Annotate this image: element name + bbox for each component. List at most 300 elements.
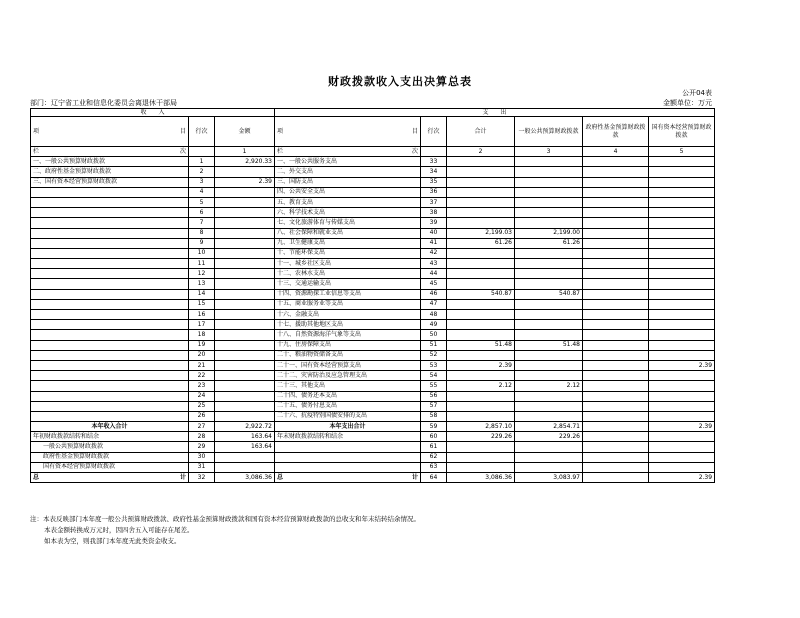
cell-cap: [649, 238, 715, 248]
cell-in-amt: [215, 269, 275, 279]
cell-gen: [515, 452, 583, 462]
cell-total: 540.87: [447, 289, 515, 299]
cell-in-item: 一、一般公共预算财政拨款: [31, 157, 189, 167]
cell-cap: [649, 187, 715, 197]
cell-cap: [649, 279, 715, 289]
cell-cap: [649, 432, 715, 442]
table-row: [31, 452, 715, 462]
cell-ex-item: [275, 462, 421, 472]
cell-ex-item: 三、国防支出: [275, 177, 421, 187]
cell-ex-line: 33: [421, 157, 447, 167]
cell-ex-line: 34: [421, 167, 447, 177]
table-row: [31, 330, 715, 340]
cell-in-amt: [215, 248, 275, 258]
cell-in-line: 25: [189, 401, 215, 411]
cell-in-line: 5: [189, 197, 215, 207]
cell-ex-item: 年末财政拨款结转和结余: [275, 432, 421, 442]
cell-in-line: 18: [189, 330, 215, 340]
cell-in-line: 1: [189, 157, 215, 167]
cell-in-line: 27: [189, 422, 215, 432]
cell-gen: [515, 259, 583, 269]
cell-cap: [649, 320, 715, 330]
cell-cap: [649, 299, 715, 309]
cell-in-item: [31, 340, 189, 350]
cell-total: 61.26: [447, 238, 515, 248]
cell-ex-line: 45: [421, 279, 447, 289]
cell-in-amt: [215, 187, 275, 197]
cell-total: [447, 462, 515, 472]
cell-gen: [515, 177, 583, 187]
table-row: [31, 310, 715, 320]
table-row: [31, 208, 715, 218]
cell-ex-item: 十七、援助其他地区支出: [275, 320, 421, 330]
table-row: [31, 432, 715, 442]
cell-cap: [649, 259, 715, 269]
cell-in-item: [31, 411, 189, 421]
cell-ex-item: 二十、粮油物资储备支出: [275, 350, 421, 360]
finance-report-table: [30, 108, 715, 483]
cell-ex-line: 49: [421, 320, 447, 330]
cell-ex-line: 53: [421, 360, 447, 370]
cell-total: 229.26: [447, 432, 515, 442]
lan-ci-label: 栏 次: [275, 147, 421, 157]
cell-in-item: [31, 269, 189, 279]
cell-ex-item: [275, 452, 421, 462]
cell-gen: 540.87: [515, 289, 583, 299]
cell-ex-line: 43: [421, 259, 447, 269]
cell-in-item: 国有资本经营预算财政拨款: [31, 462, 189, 472]
cell-in-item: [31, 401, 189, 411]
cell-gen: [515, 371, 583, 381]
cell-fund: [583, 340, 649, 350]
table-row: [31, 269, 715, 279]
cell-in-amt: [215, 330, 275, 340]
cell-ex-item: 十四、资源勘探工业信息等支出: [275, 289, 421, 299]
cell-in-item: [31, 310, 189, 320]
cell-cap: [649, 177, 715, 187]
cell-cap: [649, 197, 715, 207]
expense-item-header: 项 目: [275, 117, 421, 147]
cell-in-amt: [215, 360, 275, 370]
table-row: [31, 350, 715, 360]
cell-gen: [515, 462, 583, 472]
cell-cap: [649, 208, 715, 218]
cell-cap: [649, 452, 715, 462]
cell-in-amt: [215, 289, 275, 299]
grand-total-cell: 3,086.36: [447, 473, 515, 483]
table-row: [31, 422, 715, 432]
cell-gen: [515, 157, 583, 167]
cell-in-amt: [215, 167, 275, 177]
cell-in-line: 8: [189, 228, 215, 238]
cell-gen: [515, 442, 583, 452]
cell-total: [447, 187, 515, 197]
cell-ex-item: 十六、金融支出: [275, 310, 421, 320]
cell-cap: [649, 330, 715, 340]
cell-fund: [583, 279, 649, 289]
cell-fund: [583, 320, 649, 330]
col-number-1: 1: [215, 147, 275, 157]
cell-ex-item: 四、公共安全支出: [275, 187, 421, 197]
cell-in-item: 政府性基金预算财政拨款: [31, 452, 189, 462]
cell-total: 2.39: [447, 360, 515, 370]
col-number-5: 5: [649, 147, 715, 157]
cell-gen: 51.48: [515, 340, 583, 350]
cell-cap: [649, 462, 715, 472]
cell-in-line: 21: [189, 360, 215, 370]
cell-fund: [583, 310, 649, 320]
cell-total: [447, 259, 515, 269]
table-row: [31, 218, 715, 228]
cell-in-amt: [215, 279, 275, 289]
grand-total-cell: 3,086.36: [215, 473, 275, 483]
grand-total-cell: 2.39: [649, 473, 715, 483]
cell-in-item: 一般公共预算财政拨款: [31, 442, 189, 452]
cell-ex-item: 本年支出合计: [275, 422, 421, 432]
expense-header: 支 出: [275, 109, 715, 117]
cell-fund: [583, 269, 649, 279]
cell-ex-line: 59: [421, 422, 447, 432]
cell-fund: [583, 391, 649, 401]
cell-ex-line: 61: [421, 442, 447, 452]
cell-in-line: 29: [189, 442, 215, 452]
cell-gen: [515, 197, 583, 207]
cell-gen: [515, 269, 583, 279]
cell-ex-item: 五、教育支出: [275, 197, 421, 207]
cell-total: [447, 391, 515, 401]
cell-fund: [583, 411, 649, 421]
cell-fund: [583, 259, 649, 269]
cell-in-line: 7: [189, 218, 215, 228]
table-row: [31, 167, 715, 177]
cell-ex-item: 十二、农林水支出: [275, 269, 421, 279]
cell-ex-item: 十九、住房保障支出: [275, 340, 421, 350]
cell-total: [447, 269, 515, 279]
cell-in-item: [31, 259, 189, 269]
note-line: 如本表为空，则我部门本年度无此类资金收支。: [44, 537, 181, 545]
cell-ex-line: 36: [421, 187, 447, 197]
cell-fund: [583, 187, 649, 197]
cell-ex-item: 一、一般公共服务支出: [275, 157, 421, 167]
cell-in-item: [31, 330, 189, 340]
cell-ex-item: 十三、交通运输支出: [275, 279, 421, 289]
grand-total-cell: 64: [421, 473, 447, 483]
cell-ex-item: 二十四、债务还本支出: [275, 391, 421, 401]
col-number-3: 3: [515, 147, 583, 157]
cell-total: [447, 411, 515, 421]
cell-fund: [583, 248, 649, 258]
cell-in-amt: [215, 381, 275, 391]
cell-total: [447, 320, 515, 330]
cell-fund: [583, 432, 649, 442]
table-row: [31, 197, 715, 207]
cell-gen: [515, 330, 583, 340]
income-header: 收 入: [31, 109, 275, 117]
header-row-columns: [31, 117, 715, 147]
cell-gen: [515, 187, 583, 197]
cell-ex-item: 二十六、抗疫特别国债安排的支出: [275, 411, 421, 421]
cell-in-amt: [215, 218, 275, 228]
cell-in-line: 17: [189, 320, 215, 330]
cell-gen: 2,199.00: [515, 228, 583, 238]
table-row: [31, 289, 715, 299]
cell-in-line: 11: [189, 259, 215, 269]
cell-ex-line: 52: [421, 350, 447, 360]
cell-ex-line: 42: [421, 248, 447, 258]
table-row: [31, 340, 715, 350]
cell-in-item: [31, 248, 189, 258]
cell-in-amt: [215, 411, 275, 421]
cell-gen: 229.26: [515, 432, 583, 442]
grand-total-label: 总 计: [275, 473, 421, 483]
cell-fund: [583, 371, 649, 381]
table-row: [31, 462, 715, 472]
cell-total: [447, 401, 515, 411]
cell-fund: [583, 381, 649, 391]
table-row: [31, 411, 715, 421]
table-row: [31, 248, 715, 258]
cell-in-amt: [215, 391, 275, 401]
cell-ex-line: 40: [421, 228, 447, 238]
cell-total: [447, 177, 515, 187]
cell-ex-line: 44: [421, 269, 447, 279]
cell-in-line: 12: [189, 269, 215, 279]
cell-cap: [649, 228, 715, 238]
cell-in-item: [31, 228, 189, 238]
cell-in-line: 3: [189, 177, 215, 187]
cell-gen: [515, 360, 583, 370]
cell-cap: [649, 167, 715, 177]
table-row: [31, 371, 715, 381]
cell-fund: [583, 330, 649, 340]
cell-gen: [515, 401, 583, 411]
cell-gen: [515, 310, 583, 320]
table-row: [31, 381, 715, 391]
cell-in-line: 24: [189, 391, 215, 401]
grand-total-cell: [583, 473, 649, 483]
cell-in-amt: [215, 462, 275, 472]
cell-ex-line: 60: [421, 432, 447, 442]
cell-cap: [649, 411, 715, 421]
cell-cap: 2.39: [649, 422, 715, 432]
cell-total: [447, 167, 515, 177]
cell-total: [447, 279, 515, 289]
lan-ci-label: 栏 次: [31, 147, 189, 157]
income-amount-header: 金额: [215, 117, 275, 147]
cell-total: [447, 208, 515, 218]
state-capital-header: 国有资本经营预算财政拨款: [649, 117, 715, 147]
cell-gen: [515, 248, 583, 258]
cell-fund: [583, 462, 649, 472]
cell-gen: 2,854.71: [515, 422, 583, 432]
table-row: [31, 187, 715, 197]
cell-in-item: [31, 238, 189, 248]
cell-total: [447, 330, 515, 340]
cell-in-amt: [215, 259, 275, 269]
column-number-row: [31, 147, 715, 157]
cell-ex-line: 56: [421, 391, 447, 401]
table-row: [31, 360, 715, 370]
fund-budget-header: 政府性基金预算财政拨款: [583, 117, 649, 147]
cell-cap: [649, 442, 715, 452]
cell-gen: [515, 391, 583, 401]
cell-fund: [583, 422, 649, 432]
table-row: [31, 442, 715, 452]
cell-fund: [583, 157, 649, 167]
cell-in-amt: [215, 238, 275, 248]
cell-total: 2.12: [447, 381, 515, 391]
cell-ex-line: 55: [421, 381, 447, 391]
cell-in-amt: [215, 350, 275, 360]
cell-in-line: 31: [189, 462, 215, 472]
cell-ex-line: 51: [421, 340, 447, 350]
cell-fund: [583, 299, 649, 309]
cell-total: [447, 197, 515, 207]
cell-cap: [649, 350, 715, 360]
table-row: [31, 401, 715, 411]
cell-fund: [583, 228, 649, 238]
cell-total: 2,199.03: [447, 228, 515, 238]
cell-cap: [649, 157, 715, 167]
report-title: 财政拨款收入支出决算总表: [328, 75, 472, 88]
cell-total: [447, 299, 515, 309]
cell-fund: [583, 208, 649, 218]
cell-in-amt: 2,922.72: [215, 422, 275, 432]
cell-ex-line: 62: [421, 452, 447, 462]
cell-ex-line: 57: [421, 401, 447, 411]
cell-total: [447, 371, 515, 381]
cell-in-amt: [215, 340, 275, 350]
cell-in-line: 16: [189, 310, 215, 320]
cell-in-amt: [215, 299, 275, 309]
cell-in-item: [31, 289, 189, 299]
cell-ex-line: 41: [421, 238, 447, 248]
header-row-sections: [31, 109, 715, 117]
cell-cap: [649, 401, 715, 411]
cell-in-amt: [215, 228, 275, 238]
cell-ex-item: 二、外交支出: [275, 167, 421, 177]
cell-cap: [649, 310, 715, 320]
cell-gen: [515, 167, 583, 177]
cell-gen: [515, 208, 583, 218]
cell-total: [447, 248, 515, 258]
table-row: [31, 228, 715, 238]
cell-ex-line: 47: [421, 299, 447, 309]
cell-in-item: [31, 350, 189, 360]
cell-in-item: [31, 299, 189, 309]
cell-in-line: 26: [189, 411, 215, 421]
cell-total: [447, 442, 515, 452]
table-row: [31, 391, 715, 401]
cell-ex-line: 54: [421, 371, 447, 381]
cell-fund: [583, 452, 649, 462]
cell-in-line: 19: [189, 340, 215, 350]
cell-ex-item: 八、社会保障和就业支出: [275, 228, 421, 238]
cell-ex-item: 二十二、灾害防治及应急管理支出: [275, 371, 421, 381]
cell-ex-line: 63: [421, 462, 447, 472]
cell-fund: [583, 177, 649, 187]
cell-gen: [515, 350, 583, 360]
cell-gen: [515, 218, 583, 228]
cell-ex-line: 46: [421, 289, 447, 299]
cell-in-amt: 2.39: [215, 177, 275, 187]
cell-in-item: 二、政府性基金预算财政拨款: [31, 167, 189, 177]
cell-ex-item: 十八、自然资源海洋气象等支出: [275, 330, 421, 340]
notes: [30, 514, 420, 547]
cell-ex-item: 九、卫生健康支出: [275, 238, 421, 248]
cell-in-item: [31, 391, 189, 401]
cell-fund: [583, 350, 649, 360]
cell-in-line: 30: [189, 452, 215, 462]
cell-in-line: 10: [189, 248, 215, 258]
cell-in-item: 本年收入合计: [31, 422, 189, 432]
cell-in-amt: [215, 310, 275, 320]
cell-in-line: 13: [189, 279, 215, 289]
cell-ex-item: 十、节能环保支出: [275, 248, 421, 258]
cell-ex-line: 37: [421, 197, 447, 207]
cell-in-item: [31, 381, 189, 391]
cell-ex-item: 十一、城乡社区支出: [275, 259, 421, 269]
grand-total-label: 总 计: [31, 473, 189, 483]
form-code: 公开04表: [682, 89, 712, 97]
cell-in-line: 28: [189, 432, 215, 442]
cell-in-item: [31, 360, 189, 370]
cell-ex-line: 35: [421, 177, 447, 187]
cell-in-amt: 2,920.33: [215, 157, 275, 167]
cell-fund: [583, 167, 649, 177]
table-row: [31, 177, 715, 187]
cell-ex-line: 50: [421, 330, 447, 340]
cell-in-amt: [215, 371, 275, 381]
cell-total: [447, 350, 515, 360]
cell-in-line: 9: [189, 238, 215, 248]
expense-line-header: 行次: [421, 117, 447, 147]
col-number-2: 2: [447, 147, 515, 157]
department-label: 部门：辽宁省工业和信息化委员会离退休干部局: [30, 99, 177, 107]
cell-cap: [649, 218, 715, 228]
cell-fund: [583, 289, 649, 299]
cell-ex-item: [275, 442, 421, 452]
cell-in-line: 15: [189, 299, 215, 309]
cell-gen: 61.26: [515, 238, 583, 248]
cell-total: [447, 218, 515, 228]
col-number-4: 4: [583, 147, 649, 157]
cell-in-line: 2: [189, 167, 215, 177]
cell-in-item: 三、国有资本经营预算财政拨款: [31, 177, 189, 187]
cell-total: [447, 157, 515, 167]
cell-ex-item: 七、文化旅游体育与传媒支出: [275, 218, 421, 228]
note-line: 本表金额转换成万元时，因四舍五入可能存在尾差。: [44, 526, 194, 534]
table-row: [31, 299, 715, 309]
cell-cap: [649, 391, 715, 401]
cell-fund: [583, 218, 649, 228]
cell-in-item: [31, 187, 189, 197]
total-header: 合计: [447, 117, 515, 147]
cell-ex-item: 十五、商业服务业等支出: [275, 299, 421, 309]
cell-ex-line: 48: [421, 310, 447, 320]
cell-gen: [515, 299, 583, 309]
cell-in-amt: [215, 452, 275, 462]
grand-total-cell: 32: [189, 473, 215, 483]
cell-ex-item: 二十三、其他支出: [275, 381, 421, 391]
cell-fund: [583, 197, 649, 207]
cell-in-item: 年初财政拨款结转和结余: [31, 432, 189, 442]
grand-total-cell: 3,083.97: [515, 473, 583, 483]
cell-fund: [583, 360, 649, 370]
general-budget-header: 一般公共预算财政拨款: [515, 117, 583, 147]
cell-fund: [583, 442, 649, 452]
cell-in-item: [31, 320, 189, 330]
